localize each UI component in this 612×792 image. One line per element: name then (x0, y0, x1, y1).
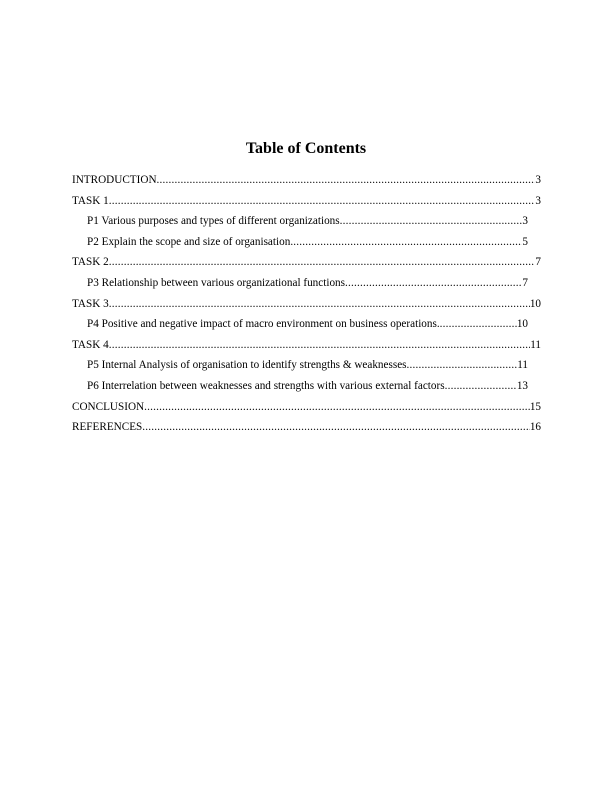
toc-entry-page: 3 (535, 194, 541, 207)
toc-leader-dots (109, 194, 536, 208)
toc-entry-introduction[interactable] (72, 173, 541, 194)
toc-entry-page: 10 (516, 318, 528, 331)
toc-entry-page: 11 (530, 338, 541, 351)
toc-leader-dots (407, 358, 518, 372)
toc-leader-dots (445, 379, 517, 393)
toc-entry-label: P1 Various purposes and types of different organizations (87, 215, 340, 228)
toc-entry-label: CONCLUSION (72, 400, 145, 413)
toc-leader-dots (340, 214, 523, 228)
toc-entry-task-3[interactable] (72, 297, 541, 318)
toc-leader-dots (440, 317, 517, 331)
toc-leader-dots (109, 255, 536, 269)
toc-entry-page: 3 (522, 215, 528, 228)
toc-entry-conclusion[interactable] (72, 400, 541, 421)
toc-entry-page: 3 (535, 174, 541, 186)
toc-entry-label: P3 Relationship between various organizational functions (87, 276, 345, 289)
toc-entry-p6[interactable] (72, 379, 541, 400)
toc-entry-p4[interactable] (72, 317, 541, 338)
toc-leader-dots (142, 420, 530, 434)
toc-entry-p2[interactable] (72, 235, 541, 256)
toc-entry-page: 7 (535, 256, 541, 269)
toc-entry-label: TASK 1 (72, 194, 109, 207)
toc-leader-dots (109, 338, 531, 352)
toc-leader-dots (157, 173, 536, 187)
toc-entry-label: TASK 3 (72, 297, 109, 310)
toc-entry-task-2[interactable] (72, 255, 541, 276)
toc-entry-label: P6 Interrelation between weaknesses and strengths with various external factors (87, 379, 445, 392)
toc-entry-label: P2 Explain the scope and size of organisation (87, 235, 291, 248)
toc-entry-label: P4 Positive and negative impact of macro environment on business operations. (87, 318, 440, 331)
toc-entry-p5[interactable] (72, 358, 541, 379)
toc-entry-page: 7 (522, 276, 528, 289)
toc-title: Table of Contents (245, 140, 367, 157)
toc-entry-task-1[interactable] (72, 194, 541, 215)
toc-entry-p3[interactable] (72, 276, 541, 297)
toc-entry-p1[interactable] (72, 214, 541, 235)
table-of-contents (72, 173, 541, 441)
toc-entry-page: 13 (516, 379, 528, 392)
toc-entry-label: INTRODUCTION (72, 174, 157, 186)
toc-leader-dots (144, 400, 530, 414)
toc-entry-label: TASK 4 (72, 338, 109, 351)
toc-entry-label: TASK 2 (72, 256, 109, 269)
toc-entry-page: 10 (529, 297, 541, 310)
toc-entry-label: REFERENCES (72, 421, 143, 434)
toc-entry-page: 11 (517, 359, 528, 372)
toc-leader-dots (109, 297, 530, 311)
toc-leader-dots (290, 235, 522, 249)
toc-leader-dots (345, 276, 522, 290)
toc-entry-page: 15 (529, 400, 541, 413)
toc-entry-task-4[interactable] (72, 338, 541, 359)
toc-entry-label: P5 Internal Analysis of organisation to identify strengths & weaknesses (87, 359, 407, 372)
toc-entry-page: 5 (522, 235, 528, 248)
toc-entry-references[interactable] (72, 420, 541, 441)
toc-entry-page: 16 (529, 421, 541, 434)
